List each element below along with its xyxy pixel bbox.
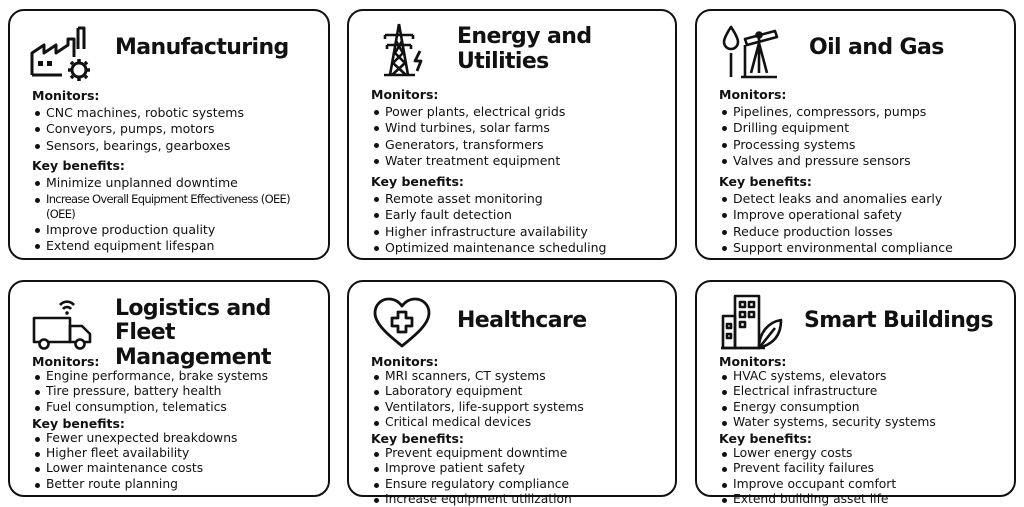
list-item: HVAC systems, elevators: [719, 369, 1008, 384]
list-item: Critical medical devices: [371, 415, 669, 430]
card-energy-utilities: [347, 9, 677, 260]
card-healthcare: [347, 280, 677, 506]
list-item: Improve production quality: [32, 222, 322, 239]
list-item: Conveyors, pumps, motors: [32, 121, 322, 138]
factory-gear-icon: [28, 25, 96, 83]
list-item: Water systems, security systems: [719, 415, 1008, 430]
list-item: Generators, transformers: [371, 137, 669, 154]
monitors-list: [371, 369, 669, 430]
list-item: Better route planning: [32, 477, 322, 492]
list-item: Optimized maintenance scheduling: [371, 240, 669, 257]
list-item: Ventilators, life-support systems: [371, 400, 669, 415]
list-item: Increase equipment utilization: [371, 492, 669, 507]
list-item: Pipelines, compressors, pumps: [719, 104, 1008, 121]
list-item: Early fault detection: [371, 207, 669, 224]
building-leaf-icon: [719, 292, 785, 352]
benefits-list: [719, 446, 1008, 507]
card-smart-buildings: [695, 280, 1016, 506]
card-title-line1: Energy and: [457, 24, 592, 49]
list-item: Tire pressure, battery health: [32, 384, 322, 399]
card-title: Healthcare: [457, 308, 587, 333]
list-item: Water treatment equipment: [371, 153, 669, 170]
list-item: Lower maintenance costs: [32, 461, 322, 476]
list-item: Support environmental compliance: [719, 240, 1008, 257]
list-item: Improve patient safety: [371, 461, 669, 476]
list-item: Higher fleet availability: [32, 446, 322, 461]
benefits-label: Key benefits:: [719, 431, 812, 447]
list-item: Increase Overall Equipment Effectiveness (OEE) (OEE): [32, 192, 322, 222]
list-item: Extend equipment lifespan: [32, 238, 322, 255]
benefits-list: [32, 175, 322, 255]
list-item: Extend building asset life: [719, 492, 1008, 507]
card-title: Oil and Gas: [809, 35, 944, 60]
list-item: Electrical infrastructure: [719, 384, 1008, 399]
list-item: Prevent facility failures: [719, 461, 1008, 476]
list-item: Minimize unplanned downtime: [32, 175, 322, 192]
monitors-list: [719, 104, 1008, 170]
list-item: Prevent equipment downtime: [371, 446, 669, 461]
benefits-label: Key benefits:: [719, 173, 812, 189]
list-item: Energy consumption: [719, 400, 1008, 415]
connected-truck-icon: [30, 294, 96, 352]
monitors-label: Monitors:: [32, 354, 100, 369]
monitors-list: [32, 369, 322, 415]
list-item: Reduce production losses: [719, 224, 1008, 241]
list-item: Lower energy costs: [719, 446, 1008, 461]
benefits-list: [371, 191, 669, 257]
monitors-label: Monitors:: [371, 354, 439, 369]
list-item: Engine performance, brake systems: [32, 369, 322, 384]
list-item: Remote asset monitoring: [371, 191, 669, 208]
card-title-line2: Utilities: [457, 49, 549, 74]
card-oil-gas: [695, 9, 1016, 260]
list-item: Drilling equipment: [719, 120, 1008, 137]
heart-cross-icon: [371, 296, 433, 350]
list-item: Valves and pressure sensors: [719, 153, 1008, 170]
list-item: CNC machines, robotic systems: [32, 105, 322, 122]
list-item: Improve operational safety: [719, 207, 1008, 224]
benefits-list: [32, 431, 322, 492]
benefits-label: Key benefits:: [32, 158, 125, 174]
monitors-list: [32, 105, 322, 155]
power-tower-icon: [379, 21, 429, 79]
monitors-label: Monitors:: [719, 87, 787, 102]
benefits-label: Key benefits:: [371, 173, 464, 189]
list-item: MRI scanners, CT systems: [371, 369, 669, 384]
card-title-line2: Fleet Management: [115, 320, 271, 370]
card-title-line1: Logistics and: [115, 296, 271, 321]
card-logistics-fleet: [8, 280, 330, 497]
card-title: Manufacturing: [115, 35, 289, 60]
monitors-label: Monitors:: [32, 88, 100, 103]
benefits-list: [719, 191, 1008, 257]
benefits-label: Key benefits:: [32, 415, 125, 431]
list-item: Fewer unexpected breakdowns: [32, 431, 322, 446]
list-item: Detect leaks and anomalies early: [719, 191, 1008, 208]
monitors-label: Monitors:: [371, 87, 439, 102]
list-item: Fuel consumption, telematics: [32, 400, 322, 415]
list-item: Ensure regulatory compliance: [371, 477, 669, 492]
monitors-list: [719, 369, 1008, 430]
list-item: Sensors, bearings, gearboxes: [32, 138, 322, 155]
oil-pump-icon: [719, 23, 781, 79]
benefits-list: [371, 446, 669, 507]
benefits-label: Key benefits:: [371, 431, 464, 447]
card-title: Smart Buildings: [804, 308, 993, 333]
list-item: Wind turbines, solar farms: [371, 120, 669, 137]
list-item: Improve occupant comfort: [719, 477, 1008, 492]
list-item: Processing systems: [719, 137, 1008, 154]
monitors-list: [371, 104, 669, 170]
card-manufacturing: [8, 9, 330, 260]
list-item: Power plants, electrical grids: [371, 104, 669, 121]
monitors-label: Monitors:: [719, 354, 787, 369]
list-item: Higher infrastructure availability: [371, 224, 669, 241]
list-item: Laboratory equipment: [371, 384, 669, 399]
